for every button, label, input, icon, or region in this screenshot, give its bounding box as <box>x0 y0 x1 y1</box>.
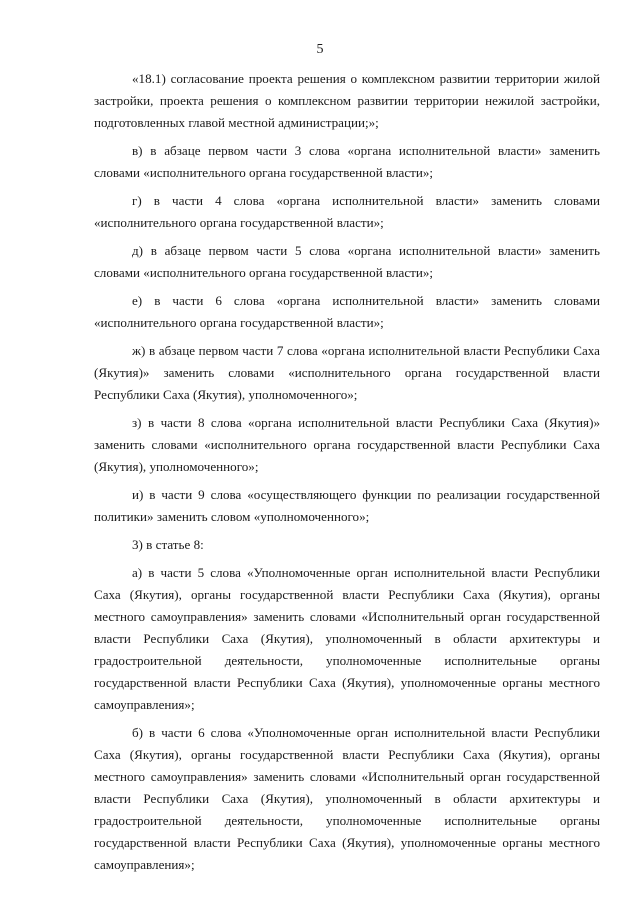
paragraph-v: в) в абзаце первом части 3 слова «органа исполнительной власти» заменить словами «исполнительного органа государственной власти»; <box>94 143 600 180</box>
paragraph-d: д) в абзаце первом части 5 слова «органа исполнительной власти» заменить словами «исполнительного органа государственной власти»; <box>94 243 600 280</box>
paragraph-z: з) в части 8 слова «органа исполнительной власти Республики Саха (Якутия)» заменить словами «исполнительного органа государственной власти Республики Саха (Якутия), уполномоченного»; <box>94 415 600 474</box>
paragraph-i: и) в части 9 слова «осуществляющего функции по реализации государственной политики» заменить словом «уполномоченного»; <box>94 487 600 524</box>
paragraph-article-8: 3) в статье 8: <box>132 537 204 552</box>
document-body <box>94 68 600 882</box>
paragraph-18-1: «18.1) согласование проекта решения о комплексном развитии территории жилой застройки, проекта решения о комплексном развитии территории нежилой застройки, подготовленных главой местной администрации;»; <box>94 71 600 130</box>
paragraph-b: б) в части 6 слова «Уполномоченные орган исполнительной власти Республики Саха (Якутия), органы государственной власти Республики Саха (Якутия), органы местного самоуправления» заменить словами «Исполнительный орган государственной власти Республики Саха (Якутия), уполномоченный в области архитектуры и градостроительной деятельности, уполномоченные исполнительные органы государственной власти Республики Саха (Якутия), уполномоченные органы местного самоуправления»; <box>94 725 600 872</box>
paragraph-zh: ж) в абзаце первом части 7 слова «органа исполнительной власти Республики Саха (Якутия)» заменить словами «исполнительного органа государственной власти Республики Саха (Якутия), уполномоченного»; <box>94 343 600 402</box>
paragraph-a: а) в части 5 слова «Уполномоченные орган исполнительной власти Республики Саха (Якутия), органы государственной власти Республики Саха (Якутия), органы местного самоуправления» заменить словами «Исполнительный орган государственной власти Республики Саха (Якутия), уполномоченный в области архитектуры и градостроительной деятельности, уполномоченные исполнительные органы государственной власти Республики Саха (Якутия), уполномоченные органы местного самоуправления»; <box>94 565 600 712</box>
page-number: 5 <box>316 42 324 57</box>
paragraph-g: г) в части 4 слова «органа исполнительной власти» заменить словами «исполнительного органа государственной власти»; <box>94 193 600 230</box>
paragraph-e: е) в части 6 слова «органа исполнительной власти» заменить словами «исполнительного органа государственной власти»; <box>94 293 600 330</box>
